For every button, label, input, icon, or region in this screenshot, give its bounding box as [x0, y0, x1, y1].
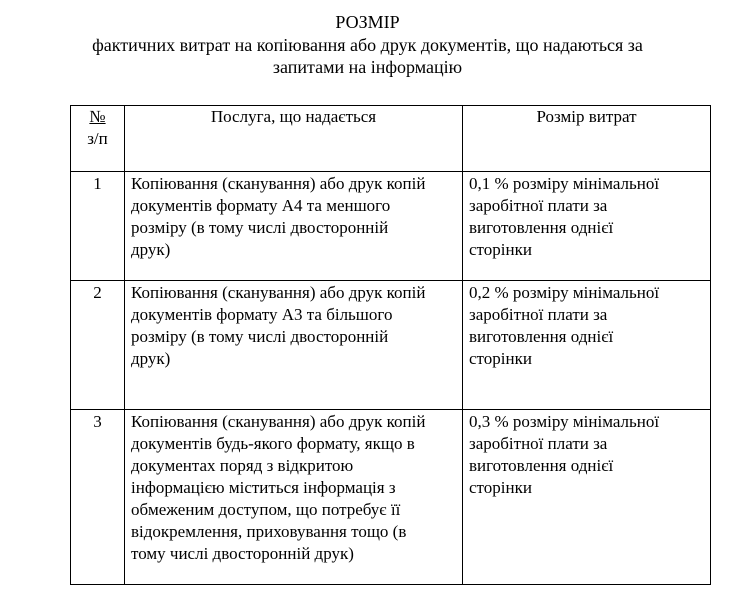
service-text-line: друк)	[131, 349, 171, 368]
header-number	[71, 106, 125, 172]
service-text-line: друк)	[131, 240, 171, 259]
service-text-line: розміру (в тому числі двосторонній	[131, 218, 389, 237]
service-text-line: документах поряд з відкритою	[131, 456, 354, 475]
row-number: 1	[71, 172, 125, 281]
cost-text-line: 0,3 % розміру мінімальної	[469, 412, 660, 431]
service-text-line: документів будь-якого формату, якщо в	[131, 434, 415, 453]
service-text-line: відокремлення, приховування тощо (в	[131, 522, 407, 541]
cost-text-line: 0,2 % розміру мінімальної	[469, 283, 660, 302]
service-text-line: документів формату А4 та меншого	[131, 196, 391, 215]
costs-table	[70, 105, 711, 585]
table-row	[71, 172, 711, 281]
row-cost	[463, 410, 711, 585]
row-number: 2	[71, 281, 125, 410]
service-text-line: Копіювання (сканування) або друк копій	[131, 283, 426, 302]
header-cost: Розмір витрат	[463, 106, 711, 172]
table-header-row	[71, 106, 711, 172]
header-number-sign: №	[89, 107, 106, 126]
row-cost	[463, 172, 711, 281]
service-text-line: Копіювання (сканування) або друк копій	[131, 412, 426, 431]
row-service	[125, 281, 463, 410]
cost-text-line: заробітної плати за	[469, 305, 608, 324]
cost-text-line: сторінки	[469, 478, 532, 497]
service-text-line: документів формату А3 та більшого	[131, 305, 393, 324]
service-text-line: розміру (в тому числі двосторонній	[131, 327, 389, 346]
row-cost	[463, 281, 711, 410]
service-text-line: тому числі двосторонній друк)	[131, 544, 354, 563]
row-service	[125, 172, 463, 281]
document-subtitle-line-2: запитами на інформацію	[272, 57, 463, 77]
table-row	[71, 281, 711, 410]
cost-text-line: виготовлення однієї	[469, 327, 614, 346]
cost-text-line: сторінки	[469, 349, 532, 368]
document-subtitle-line-1: фактичних витрат на копіювання або друк документів, що надаються за	[92, 35, 643, 55]
row-number: 3	[71, 410, 125, 585]
cost-text-line: сторінки	[469, 240, 532, 259]
row-service	[125, 410, 463, 585]
cost-text-line: 0,1 % розміру мінімальної	[469, 174, 660, 193]
document-title: РОЗМІР	[335, 12, 400, 32]
header-service: Послуга, що надається	[125, 106, 463, 172]
cost-text-line: виготовлення однієї	[469, 456, 614, 475]
cost-text-line: заробітної плати за	[469, 196, 608, 215]
service-text-line: Копіювання (сканування) або друк копій	[131, 174, 426, 193]
cost-text-line: заробітної плати за	[469, 434, 608, 453]
service-text-line: обмеженим доступом, що потребує її	[131, 500, 401, 519]
table-row	[71, 410, 711, 585]
service-text-line: інформацією міститься інформація з	[131, 478, 396, 497]
cost-text-line: виготовлення однієї	[469, 218, 614, 237]
header-number-abbr: з/п	[87, 129, 108, 148]
